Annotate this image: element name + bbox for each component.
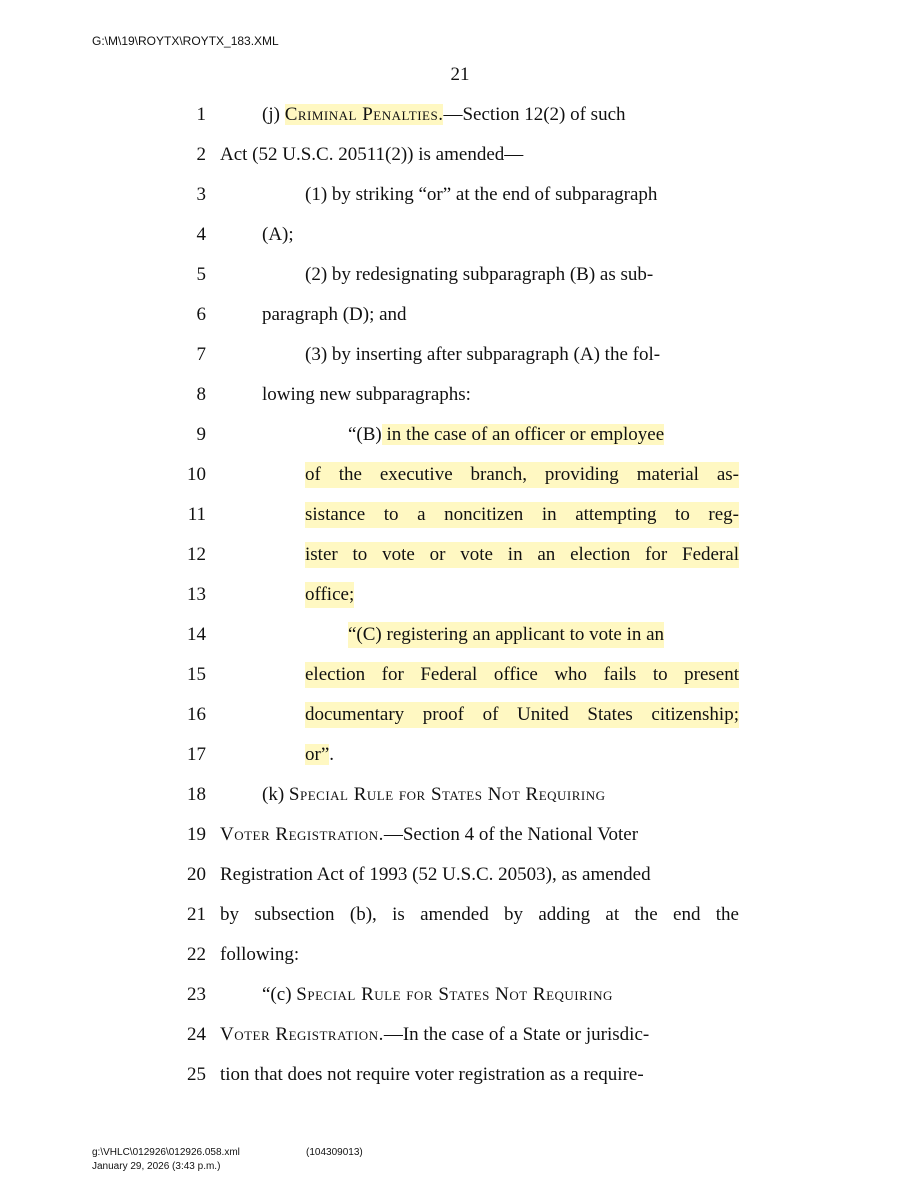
highlighted-text: documentary proof of United States citizenship;: [305, 702, 739, 728]
line-number: 1: [196, 104, 206, 125]
line-text: Registration Act of 1993 (52 U.S.C. 20503), as amended: [220, 864, 651, 885]
line-text: (3) by inserting after subparagraph (A) the fol-: [305, 344, 661, 365]
line-number: 22: [187, 944, 206, 965]
section-heading: Special Rule for States Not Requiring: [296, 984, 613, 1005]
highlighted-text: in the case of an officer or employee: [381, 424, 665, 445]
text-line: [0, 342, 920, 382]
line-number: 17: [187, 744, 206, 765]
text-line: [0, 902, 920, 942]
line-number: 21: [187, 904, 206, 925]
line-text: [262, 782, 606, 808]
text-line: [0, 502, 920, 542]
line-number: 18: [187, 784, 206, 805]
text-line: [0, 182, 920, 222]
line-text-rest: —In the case of a State or jurisdic-: [383, 1024, 650, 1045]
line-text: following:: [220, 944, 300, 965]
text-line: [0, 742, 920, 782]
subsection-label: (k): [262, 784, 289, 805]
line-text: [262, 102, 626, 128]
text-line: [0, 542, 920, 582]
highlighted-text: “(C) registering an applicant to vote in an: [348, 622, 664, 648]
text-line: [0, 862, 920, 902]
line-number: 19: [187, 824, 206, 845]
line-number: 24: [187, 1024, 206, 1045]
line-number: 7: [196, 344, 206, 365]
quote-label: “(B): [348, 424, 382, 445]
line-number: 6: [196, 304, 206, 325]
footer-date: January 29, 2026 (3:43 p.m.): [92, 1161, 221, 1172]
text-line: [0, 142, 920, 182]
text-line: [0, 702, 920, 742]
line-text-rest: —Section 4 of the National Voter: [383, 824, 639, 845]
text-line: [0, 462, 920, 502]
text-line: [0, 1022, 920, 1062]
page-number: 21: [450, 64, 470, 85]
subsection-label: (j): [262, 104, 285, 125]
line-text: (1) by striking “or” at the end of subparagraph: [305, 184, 658, 205]
line-number: 16: [187, 704, 206, 725]
line-text-rest: .: [329, 744, 335, 765]
line-number: 12: [187, 544, 206, 565]
line-number: 2: [196, 144, 206, 165]
text-line: [0, 582, 920, 622]
text-line: [0, 662, 920, 702]
line-number: 13: [187, 584, 206, 605]
line-number: 14: [187, 624, 206, 645]
line-number: 20: [187, 864, 206, 885]
line-text: lowing new subparagraphs:: [262, 384, 471, 405]
highlighted-text: ister to vote or vote in an election for Federal: [305, 542, 739, 568]
line-text: [220, 822, 638, 848]
text-line: [0, 302, 920, 342]
line-text-rest: —Section 12(2) of such: [443, 104, 626, 125]
text-line: [0, 782, 920, 822]
line-number: 5: [196, 264, 206, 285]
highlighted-text: or”: [305, 744, 330, 765]
highlighted-text: of the executive branch, providing material as-: [305, 462, 739, 488]
text-line: [0, 1062, 920, 1102]
highlighted-text: sistance to a noncitizen in attempting to reg-: [305, 502, 739, 528]
line-number: 23: [187, 984, 206, 1005]
line-text: [305, 742, 334, 768]
line-text: tion that does not require voter registration as a require-: [220, 1064, 644, 1085]
line-number: 25: [187, 1064, 206, 1085]
highlighted-text: election for Federal office who fails to present: [305, 662, 739, 688]
highlighted-text: office;: [305, 582, 354, 608]
line-number: 10: [187, 464, 206, 485]
line-text: [220, 1022, 649, 1048]
text-line: [0, 982, 920, 1022]
line-text: [262, 982, 613, 1008]
text-line: [0, 102, 920, 142]
text-line: [0, 942, 920, 982]
file-path-header: G:\M\19\ROYTX\ROYTX_183.XML: [92, 34, 279, 48]
line-text: (A);: [262, 224, 294, 245]
line-number: 3: [196, 184, 206, 205]
line-number: 4: [196, 224, 206, 245]
text-line: [0, 622, 920, 662]
text-line: [0, 222, 920, 262]
line-text: [348, 422, 664, 448]
section-heading: Voter Registration.: [220, 1024, 384, 1045]
line-text: Act (52 U.S.C. 20511(2)) is amended—: [220, 144, 524, 165]
text-line: [0, 262, 920, 302]
line-number: 9: [196, 424, 206, 445]
text-line: [0, 382, 920, 422]
line-text: by subsection (b), is amended by adding at the end the: [220, 904, 739, 925]
text-line: [0, 422, 920, 462]
line-text: paragraph (D); and: [262, 304, 407, 325]
section-heading: Criminal Penalties.: [284, 104, 444, 125]
line-number: 8: [196, 384, 206, 405]
footer-file-path: g:\VHLC\012926\012926.058.xml: [92, 1147, 240, 1158]
section-heading: Voter Registration.: [220, 824, 384, 845]
line-text: (2) by redesignating subparagraph (B) as sub-: [305, 264, 654, 285]
section-heading: Special Rule for States Not Requiring: [288, 784, 606, 805]
footer-code: (104309013): [306, 1147, 363, 1158]
line-number: 11: [187, 504, 206, 525]
text-line: [0, 822, 920, 862]
subsection-label: “(c): [262, 984, 297, 1005]
line-number: 15: [187, 664, 206, 685]
